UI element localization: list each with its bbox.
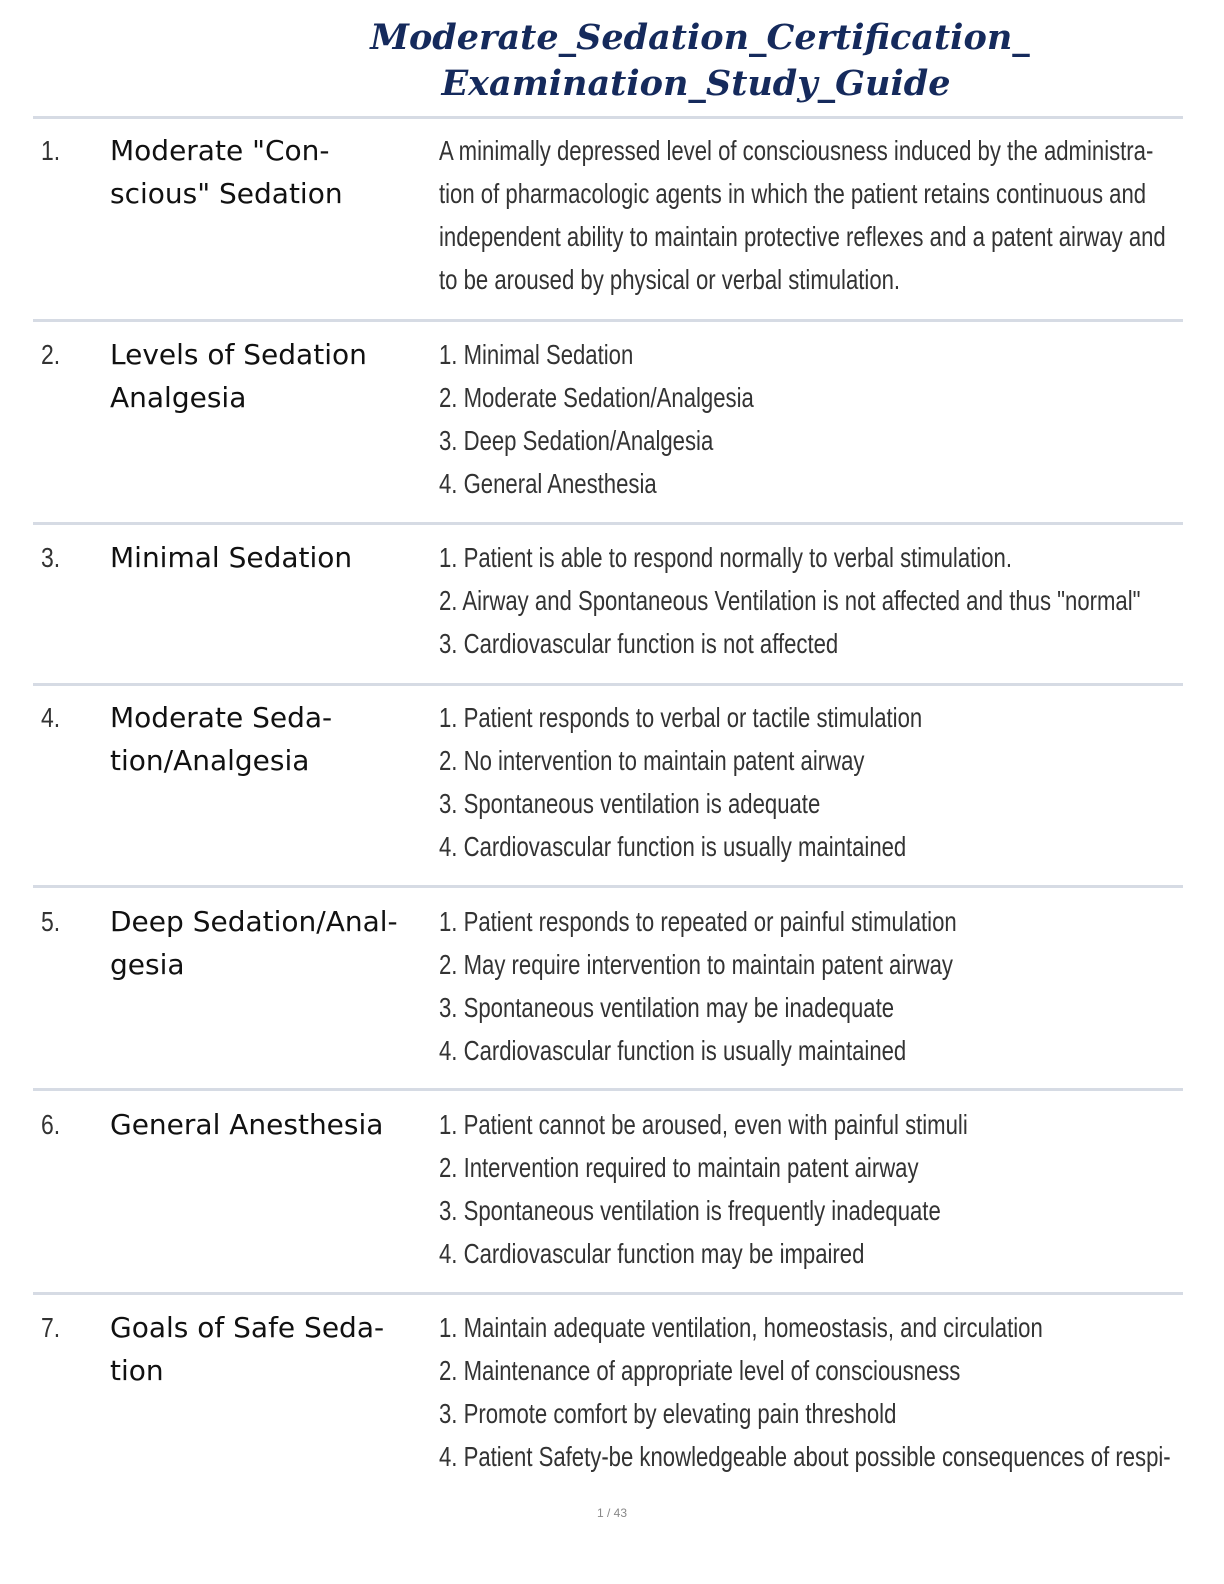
- card-number: 1.: [41, 135, 61, 166]
- definition-line: 4. General Anesthesia: [439, 468, 657, 499]
- divider: [33, 522, 1183, 525]
- definition-line: 4. Cardiovascular function is usually maintained: [439, 1035, 907, 1066]
- card-number: 7.: [41, 1312, 61, 1343]
- divider: [33, 1292, 1183, 1295]
- definition-line: 3. Spontaneous ventilation is frequently inadequate: [439, 1195, 941, 1226]
- definition-line: 1. Patient is able to respond normally to verbal stimulation.: [439, 542, 1012, 573]
- card-definition: [439, 333, 1150, 505]
- definition-line: tion of pharmacologic agents in which the patient retains continuous and: [439, 178, 1147, 209]
- card-term: Deep Sedation/Anal- gesia: [110, 905, 398, 981]
- card-number: 6.: [41, 1109, 61, 1140]
- definition-line: 3. Spontaneous ventilation is adequate: [439, 788, 821, 819]
- definition-line: 2. May require intervention to maintain patent airway: [439, 949, 953, 980]
- definition-line: 3. Promote comfort by elevating pain threshold: [439, 1398, 897, 1429]
- card-term: Minimal Sedation: [110, 541, 353, 574]
- card-term: Levels of Sedation Analgesia: [110, 338, 367, 414]
- card-number: 4.: [41, 702, 61, 733]
- card-definition: [439, 1103, 1150, 1275]
- definition-line: independent ability to maintain protective reflexes and a patent airway and: [439, 221, 1166, 252]
- divider: [33, 683, 1183, 686]
- definition-line: A minimally depressed level of consciousness induced by the administra-: [439, 135, 1154, 166]
- divider: [33, 319, 1183, 322]
- card-term: Moderate Seda- tion/Analgesia: [110, 701, 333, 777]
- definition-line: 1. Patient responds to verbal or tactile stimulation: [439, 702, 923, 733]
- definition-line: 1. Patient cannot be aroused, even with painful stimuli: [439, 1109, 968, 1140]
- page-indicator: 1 / 43: [596, 1506, 628, 1520]
- definition-line: 3. Deep Sedation/Analgesia: [439, 425, 714, 456]
- definition-line: 2. Airway and Spontaneous Ventilation is not affected and thus "normal": [439, 585, 1141, 616]
- definition-line: 2. Maintenance of appropriate level of consciousness: [439, 1355, 961, 1386]
- definition-line: 3. Cardiovascular function is not affected: [439, 628, 839, 659]
- card-number: 2.: [41, 339, 61, 370]
- card-term: General Anesthesia: [110, 1108, 384, 1141]
- definition-line: 2. Intervention required to maintain patent airway: [439, 1152, 919, 1183]
- definition-line: 4. Patient Safety-be knowledgeable about possible consequences of respi-: [439, 1441, 1171, 1472]
- card-definition: [439, 536, 1150, 665]
- card-term: Goals of Safe Seda- tion: [110, 1311, 385, 1387]
- card-definition: [439, 900, 1150, 1072]
- card-definition: [439, 696, 1150, 868]
- divider: [33, 116, 1183, 119]
- card-definition: [439, 1306, 1171, 1478]
- document-title-line-1: Moderate_Sedation_Certification_: [370, 17, 1030, 58]
- card-number: 3.: [41, 542, 61, 573]
- definition-line: 2. Moderate Sedation/Analgesia: [439, 382, 754, 413]
- definition-line: 1. Minimal Sedation: [439, 339, 634, 370]
- definition-line: 4. Cardiovascular function is usually maintained: [439, 831, 907, 862]
- definition-line: 3. Spontaneous ventilation may be inadequate: [439, 992, 895, 1023]
- definition-line: 2. No intervention to maintain patent airway: [439, 745, 865, 776]
- card-number: 5.: [41, 906, 61, 937]
- divider: [33, 1088, 1183, 1091]
- definition-line: 4. Cardiovascular function may be impaired: [439, 1238, 865, 1269]
- card-definition: [439, 129, 1166, 301]
- definition-line: 1. Maintain adequate ventilation, homeostasis, and circulation: [439, 1312, 1043, 1343]
- definition-line: 1. Patient responds to repeated or painful stimulation: [439, 906, 957, 937]
- document-title-line-2: Examination_Study_Guide: [441, 63, 951, 104]
- definition-line: to be aroused by physical or verbal stimulation.: [439, 264, 901, 295]
- card-term: Moderate "Con- scious" Sedation: [110, 134, 343, 210]
- divider: [33, 885, 1183, 888]
